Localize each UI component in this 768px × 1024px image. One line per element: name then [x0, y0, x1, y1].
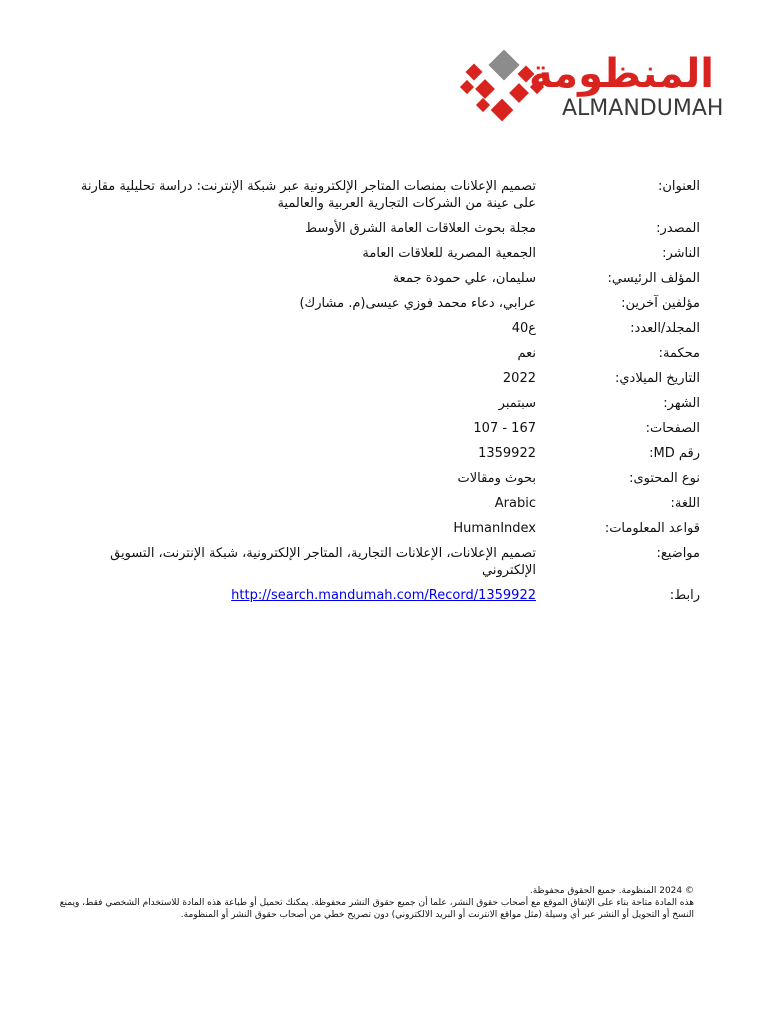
- volume-label: المجلد/العدد:: [630, 321, 700, 336]
- row-content-type: [60, 470, 706, 487]
- md-number-label: رقم MD:: [649, 446, 700, 461]
- row-source: [60, 220, 706, 237]
- databases-label: قواعد المعلومات:: [604, 521, 700, 536]
- row-other-authors: [60, 295, 706, 312]
- row-main-author: [60, 270, 706, 287]
- row-link: [60, 587, 706, 604]
- month-label: الشهر:: [663, 396, 700, 411]
- copyright-footer: [52, 885, 694, 921]
- record-link[interactable]: http://search.mandumah.com/Record/1359922: [231, 588, 536, 603]
- title-label: العنوان:: [657, 179, 700, 194]
- year-value: 2022: [502, 371, 536, 386]
- row-month: [60, 395, 706, 412]
- language-value: Arabic: [494, 496, 536, 511]
- main-author-value: سليمان، علي حمودة جمعة: [392, 271, 536, 286]
- databases-value: HumanIndex: [453, 521, 536, 536]
- month-value: سبتمبر: [498, 396, 536, 411]
- link-value-container: [60, 587, 600, 604]
- year-label: التاريخ الميلادي:: [615, 371, 700, 386]
- row-title: [60, 178, 706, 212]
- main-author-label: المؤلف الرئيسي:: [607, 271, 700, 286]
- record-metadata: [60, 178, 706, 612]
- row-subjects: [60, 545, 706, 579]
- source-label: المصدر:: [656, 221, 700, 236]
- other-authors-value: عرابي، دعاء محمد فوزي عيسى(م. مشارك): [299, 296, 536, 311]
- row-publisher: [60, 245, 706, 262]
- language-label: اللغة:: [670, 496, 700, 511]
- logo-arabic-wordmark: المنظومة: [529, 51, 714, 97]
- publisher-label: الناشر:: [662, 246, 700, 261]
- content-type-label: نوع المحتوى:: [629, 471, 700, 486]
- publisher-value: الجمعية المصرية للعلاقات العامة: [362, 246, 536, 261]
- row-md-number: [60, 445, 706, 462]
- row-peer-reviewed: [60, 345, 706, 362]
- content-type-value: بحوث ومقالات: [457, 471, 536, 486]
- row-pages: [60, 420, 706, 437]
- source-value: مجلة بحوث العلاقات العامة الشرق الأوسط: [305, 221, 536, 236]
- pages-value: 107 - 167: [473, 421, 536, 436]
- row-volume: [60, 320, 706, 337]
- row-year: [60, 370, 706, 387]
- usage-notice: هذه المادة متاحة بناء على الإتفاق الموقع مع أصحاب حقوق النشر، علما أن جميع حقوق النشر محفوظة. يمكنك تحميل أو طباعة هذه المادة للاستخدام الشخصي فقط، ويمنع النسخ أو التحويل أو النشر عبر أي وسيلة (مثل مواقع الانترنت أو البريد الالكتروني) دون تصريح خطي من أصحاب حقوق النشر أو المنظومة.: [59, 898, 694, 920]
- logo-latin-wordmark: ALMANDUMAH: [562, 96, 724, 121]
- title-value: تصميم الإعلانات بمنصات المتاجر الإلكترونية عبر شبكة الإنترنت: دراسة تحليلية مقارنة على عينة من الشركات التجارية العربية والعالمية: [80, 179, 536, 211]
- almandumah-logo: [458, 50, 724, 130]
- md-number-value: 1359922: [478, 446, 536, 461]
- row-language: [60, 495, 706, 512]
- peer-reviewed-value: نعم: [517, 346, 536, 361]
- subjects-label: مواضيع:: [656, 546, 700, 561]
- peer-reviewed-label: محكمة:: [658, 346, 700, 361]
- pages-label: الصفحات:: [645, 421, 700, 436]
- other-authors-label: مؤلفين آخرين:: [621, 296, 700, 311]
- subjects-value: تصميم الإعلانات، الإعلانات التجارية، المتاجر الإلكترونية، شبكة الإنترنت، التسويق الإلكتروني: [110, 546, 536, 578]
- volume-value: ع40: [511, 321, 536, 336]
- link-label: رابط:: [669, 588, 700, 603]
- row-databases: [60, 520, 706, 537]
- copyright-line: © 2024 المنظومة. جميع الحقوق محفوظة.: [529, 886, 694, 896]
